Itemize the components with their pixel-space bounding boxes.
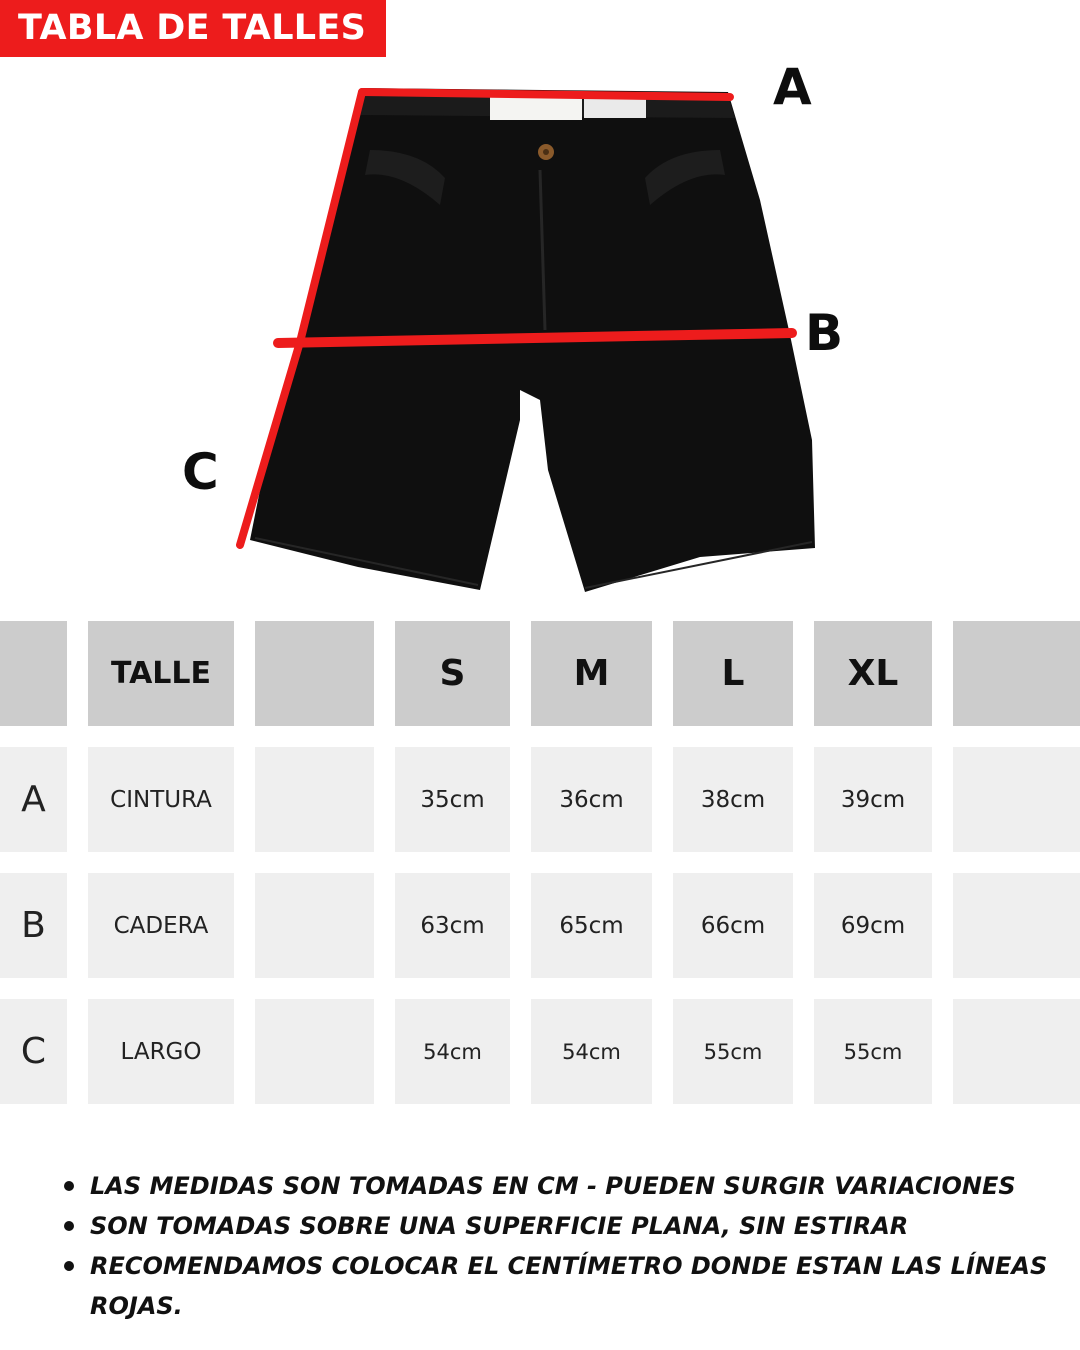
measurement-value: 69cm <box>840 912 906 939</box>
header-size-m <box>531 621 652 726</box>
measurement-value: 66cm <box>700 912 766 939</box>
row-a-value-xl <box>814 747 932 852</box>
measure-line-a <box>362 92 730 97</box>
note-item <box>62 1206 1052 1246</box>
notes-list <box>62 1166 1052 1326</box>
row-a-spacer <box>255 747 374 852</box>
row-a-label-cell <box>88 747 234 852</box>
marker-a-label: A <box>773 58 812 116</box>
size-label: M <box>573 653 610 694</box>
note-item <box>62 1166 1052 1206</box>
header-size-xl <box>814 621 932 726</box>
size-label: L <box>721 653 745 694</box>
row-b-value-m <box>531 873 652 978</box>
header-size-l <box>673 621 793 726</box>
row-letter: C <box>20 1031 47 1072</box>
row-letter: A <box>21 779 46 820</box>
note-text: RECOMENDAMOS COLOCAR EL CENTÍMETRO DONDE ESTAN LAS LÍNEAS ROJAS. <box>90 1252 1048 1320</box>
row-a-value-l <box>673 747 793 852</box>
size-label: XL <box>847 653 899 694</box>
row-label: CINTURA <box>110 786 212 813</box>
bullet-icon <box>64 1261 74 1271</box>
row-c-label-cell <box>88 999 234 1104</box>
row-b-value-l <box>673 873 793 978</box>
row-b-spacer <box>255 873 374 978</box>
row-c-letter-cell <box>0 999 67 1104</box>
bullet-icon <box>64 1221 74 1231</box>
shorts-illustration <box>0 57 1080 617</box>
note-text: SON TOMADAS SOBRE UNA SUPERFICIE PLANA, SIN ESTIRAR <box>90 1212 909 1240</box>
row-b-letter-cell <box>0 873 67 978</box>
marker-b-label: B <box>805 304 844 362</box>
measurement-value: 35cm <box>420 786 485 813</box>
measurement-value: 55cm <box>703 1039 763 1064</box>
waist-tag <box>490 96 582 120</box>
row-c-value-m <box>531 999 652 1104</box>
note-text: LAS MEDIDAS SON TOMADAS EN CM - PUEDEN SURGIR VARIACIONES <box>90 1172 1016 1200</box>
row-a-value-s <box>395 747 510 852</box>
header-talle-cell <box>88 621 234 726</box>
bullet-icon <box>64 1181 74 1191</box>
row-c-value-s <box>395 999 510 1104</box>
measurement-value: 65cm <box>559 912 624 939</box>
size-label: S <box>439 653 466 694</box>
measurement-value: 38cm <box>700 786 766 813</box>
row-b-value-s <box>395 873 510 978</box>
row-b-empty-right <box>953 873 1080 978</box>
row-a-empty-right <box>953 747 1080 852</box>
measurement-value: 36cm <box>559 786 624 813</box>
row-label: LARGO <box>120 1038 202 1065</box>
note-item <box>62 1246 1052 1326</box>
row-letter: B <box>21 905 46 946</box>
header-empty-spacer <box>255 621 374 726</box>
measurement-value: 54cm <box>423 1039 482 1064</box>
header-talle-label: TALLE <box>110 656 212 691</box>
measurement-value: 54cm <box>562 1039 621 1064</box>
row-b-value-xl <box>814 873 932 978</box>
row-c-empty-right <box>953 999 1080 1104</box>
row-label: CADERA <box>113 912 209 939</box>
measurement-value: 39cm <box>840 786 906 813</box>
row-a-value-m <box>531 747 652 852</box>
page-title: TABLA DE TALLES <box>0 0 386 57</box>
row-c-value-l <box>673 999 793 1104</box>
header-size-s <box>395 621 510 726</box>
row-a-letter-cell <box>0 747 67 852</box>
row-c-value-xl <box>814 999 932 1104</box>
header-empty-right <box>953 621 1080 726</box>
row-b-label-cell <box>88 873 234 978</box>
measurement-value: 55cm <box>843 1039 903 1064</box>
marker-c-label: C <box>182 443 219 501</box>
header-empty-left <box>0 621 67 726</box>
row-c-spacer <box>255 999 374 1104</box>
measurement-value: 63cm <box>420 912 485 939</box>
